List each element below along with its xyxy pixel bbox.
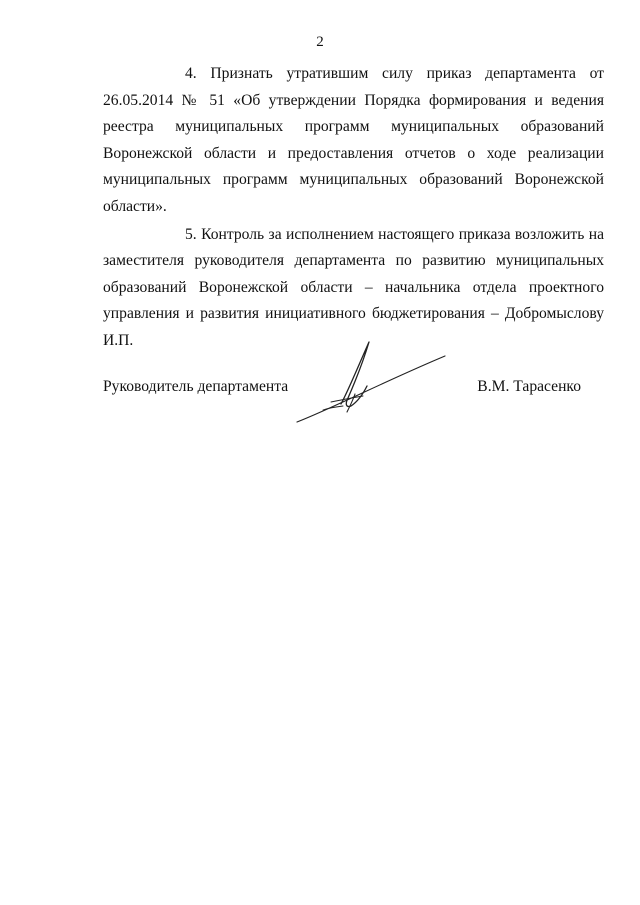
paragraph-text: Контроль за исполнением настоящего приказа возложить на заместителя руководителя департамента по развитию муниципальных образований Воронежской области – начальника отдела проектного управления и развития инициативного бюджетирования – Добромыслову И.П. bbox=[103, 225, 604, 349]
page-number: 2 bbox=[316, 34, 324, 50]
document-body bbox=[103, 61, 604, 355]
paragraph-number: 5. bbox=[185, 225, 197, 243]
paragraph-text: Признать утратившим силу приказ департамента от 26.05.2014 № 51 «Об утверждении Порядка формирования и ведения реестра муниципальных программ муниципальных образований Воронежской области и предоставления отчетов о ходе реализации муниципальных программ муниципальных образований Воронежской области». bbox=[103, 65, 604, 215]
paragraph-number: 4. bbox=[185, 65, 197, 82]
signatory-name: В.М. Тарасенко bbox=[477, 378, 581, 395]
handwritten-signature-icon bbox=[293, 334, 453, 429]
signature-block bbox=[103, 374, 604, 434]
signatory-position: Руководитель департамента bbox=[103, 378, 289, 395]
paragraph-item-4 bbox=[103, 61, 604, 221]
